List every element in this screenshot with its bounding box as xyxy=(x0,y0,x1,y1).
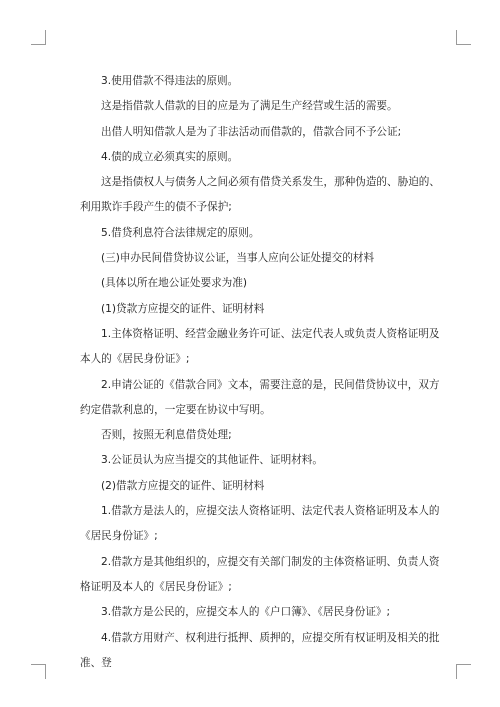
paragraph: 3.使用借款不得违法的原则。 xyxy=(101,75,239,87)
paragraph: 出借人明知借款人是为了非法活动而借款的，借款合同不予公证; xyxy=(101,125,402,138)
crop-mark-top-left xyxy=(31,30,46,45)
paragraph: (具体以所在地公证处要求为准) xyxy=(101,277,247,290)
crop-mark-top-right xyxy=(456,30,471,45)
paragraph: (2)借款方应提交的证件、证明材料 xyxy=(101,479,265,492)
paragraph: 3.公证员认为应当提交的其他证件、证明材料。 xyxy=(101,454,323,467)
paragraph: 这是指债权人与债务人之间必须有借贷关系发生，那种伪造的、胁迫的、利用欺诈手段产生的债不予保护; xyxy=(80,176,440,214)
paragraph: 这是指借款人借款的目的应是为了满足生产经营或生活的需要。 xyxy=(101,100,398,113)
paragraph: 否则，按照无利息借贷处理; xyxy=(101,429,232,442)
paragraph: 5.借贷利息符合法律规定的原则。 xyxy=(101,226,260,239)
crop-mark-bottom-left xyxy=(31,664,46,679)
paragraph: (三)申办民间借贷协议公证，当事人应向公证处提交的材料 xyxy=(101,252,375,265)
crop-mark-bottom-right xyxy=(456,664,471,679)
paragraph: 1.主体资格证明、经营金融业务许可证、法定代表人或负责人资格证明及本人的《居民身份证》; xyxy=(80,327,440,366)
paragraph: (1)贷款方应提交的证件、证明材料 xyxy=(101,302,265,315)
paragraph: 3.借款方是公民的，应提交本人的《户口簿》、《居民身份证》; xyxy=(101,606,391,619)
document-body xyxy=(80,69,448,676)
paragraph: 4.借款方用财产、权利进行抵押、质押的，应提交所有权证明及相关的批准、登 xyxy=(80,631,440,669)
paragraph: 4.债的成立必须真实的原则。 xyxy=(101,150,239,163)
paragraph: 2.借款方是其他组织的，应提交有关部门制发的主体资格证明、负责人资格证明及本人的《居民身份证》; xyxy=(80,555,440,593)
paragraph: 1.借款方是法人的，应提交法人资格证明、法定代表人资格证明及本人的《居民身份证》; xyxy=(80,505,440,543)
paragraph: 2.申请公证的《借款合同》文本，需要注意的是，民间借贷协议中，双方约定借款利息的，一定要在协议中写明。 xyxy=(80,378,440,416)
